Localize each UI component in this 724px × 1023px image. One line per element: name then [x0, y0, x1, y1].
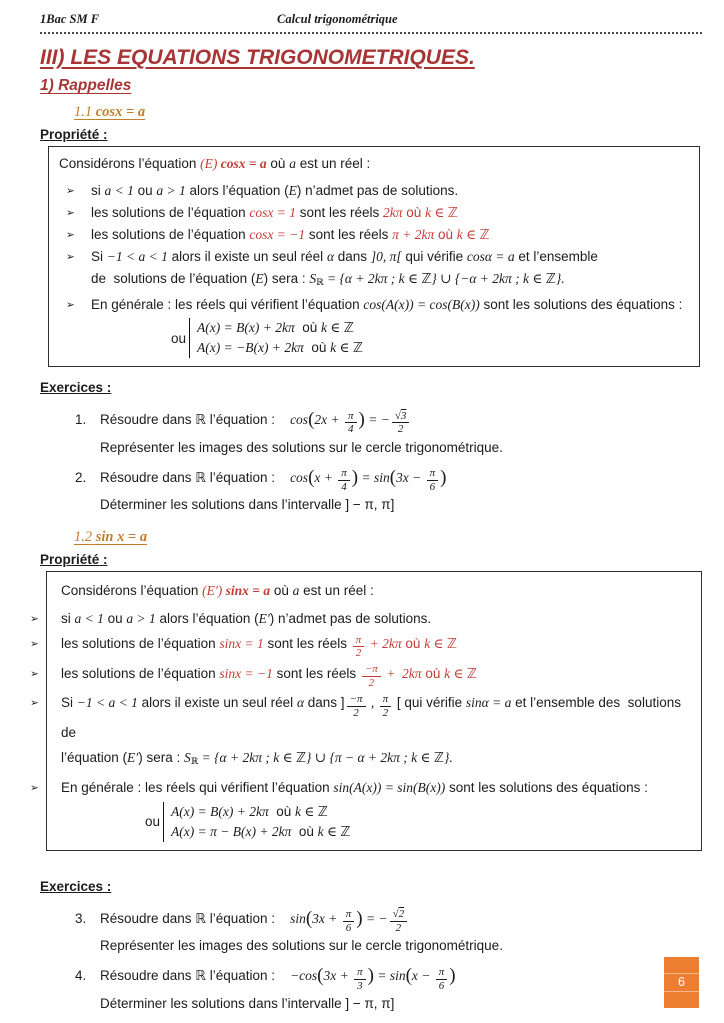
property-line	[57, 578, 691, 603]
exercices-label-1: Exercices :	[40, 380, 112, 395]
text-segment: ) sera :	[263, 271, 310, 286]
exercise-number: 3.	[75, 910, 87, 926]
text-segment: où	[266, 156, 290, 171]
system-line	[171, 822, 350, 842]
fraction: $\frac{√3}{2}$	[392, 410, 410, 437]
text-segment: 3x −	[396, 469, 425, 485]
text-segment: sinx = 1	[219, 636, 264, 652]
text-segment: où	[434, 227, 457, 242]
bullet-arrow-icon: ➢	[30, 638, 39, 651]
propriete-text: Propriété	[40, 127, 100, 142]
text-segment: a < 1	[74, 611, 104, 627]
propriete-colon: :	[99, 552, 108, 568]
text-segment: si	[91, 183, 105, 198]
text-segment: α	[296, 695, 305, 711]
text-segment: )	[367, 965, 374, 987]
section-subtitle: 1) Rappelles	[40, 77, 132, 94]
property-line	[30, 661, 691, 691]
exercise-statement	[75, 960, 724, 993]
property-line	[57, 745, 691, 775]
text-segment: où	[270, 583, 293, 599]
ou-label: ou	[145, 814, 161, 830]
fraction: $\frac{\pi}{6}$	[427, 467, 439, 494]
text-segment: = {α + 2kπ ; k ∈ ℤ} ∪ {π − α + 2kπ ; k ∈ ℤ}.	[198, 749, 453, 765]
exercise-item	[75, 960, 724, 1014]
text-segment: −cos	[290, 968, 318, 984]
text-segment: A(x) = −B(x) + 2kπ	[197, 340, 304, 355]
text-segment: ℝ	[190, 756, 199, 767]
text-segment: sont les réels	[263, 636, 351, 652]
subsection-heading-1-2	[74, 529, 147, 546]
fraction: $\frac{\pi}{6}$	[343, 908, 355, 935]
property-line	[59, 153, 689, 175]
exercise-subline: Représenter les images des solutions sur le cercle trigonométrique.	[100, 938, 503, 954]
equation-system	[171, 318, 363, 358]
fraction: $\frac{\pi}{3}$	[354, 966, 366, 993]
fraction: $\frac{\pi}{2}$	[380, 693, 392, 720]
text-segment: où	[303, 340, 331, 355]
text-segment: = sin	[358, 469, 390, 485]
text-segment: A(x) = π − B(x) + 2kπ	[171, 823, 292, 839]
bullet-arrow-icon: ➢	[66, 207, 75, 219]
text-segment: cosx = a	[220, 156, 267, 171]
text-segment: E′	[258, 611, 270, 627]
text-segment: π + 2kπ	[392, 227, 435, 242]
text-segment: = −	[364, 412, 390, 427]
bullet-arrow-icon: ➢	[30, 667, 39, 680]
text-segment: cos	[290, 412, 309, 427]
header-center-text: Calcul trigonométrique	[277, 12, 398, 26]
text-segment: cosx = 1	[249, 205, 296, 220]
text-segment: ]0, π[	[370, 249, 402, 264]
text-segment: ) sera :	[138, 749, 185, 765]
text-segment: est un réel :	[295, 156, 371, 171]
text-segment: où	[401, 636, 425, 652]
text-segment: )	[356, 907, 363, 929]
exercise-subline: Déterminer les solutions dans l’intervalle ] − π, π]	[100, 995, 395, 1011]
text-segment: qui vérifie	[401, 249, 467, 264]
text-segment: alors l’équation (	[185, 183, 289, 198]
page-title: III) LES EQUATIONS TRIGONOMETRIQUES.	[40, 46, 475, 69]
text-segment: E	[288, 183, 297, 198]
text-segment: + 2kπ	[382, 665, 422, 681]
fraction: $\frac{\pi}{6}$	[436, 966, 448, 993]
text-segment: )	[358, 409, 365, 430]
bullet-arrow-icon: ➢	[66, 299, 75, 311]
text-segment: (	[305, 907, 313, 929]
fraction: $\frac{√2}{2}$	[390, 908, 408, 935]
property-line	[59, 246, 689, 268]
text-segment: dans	[334, 249, 371, 264]
text-segment: En générale : les réels qui vérifient l’équation	[61, 779, 334, 795]
text-segment: S	[309, 271, 317, 286]
propriete-text: Propriété	[40, 552, 100, 568]
text-segment: Résoudre dans ℝ l’équation :	[100, 910, 291, 926]
text-segment: ou	[133, 183, 157, 198]
text-segment: où	[291, 823, 318, 839]
text-segment: A(x) = B(x) + 2kπ	[171, 803, 269, 819]
text-segment: ) n’admet pas de solutions.	[269, 611, 432, 627]
text-segment: où	[294, 320, 321, 335]
text-segment: et l’ensemble	[514, 249, 598, 264]
text-segment: sinx = −1	[219, 665, 273, 681]
exercise-item	[75, 462, 724, 516]
fraction: $\frac{-\pi}{2}$	[362, 663, 381, 690]
exercise-number: 2.	[75, 469, 87, 485]
text-segment: Considérons l’équation	[61, 583, 203, 599]
page-header	[40, 12, 702, 34]
exercise-statement	[75, 462, 724, 495]
text-segment: En générale : les réels qui vérifient l’équation	[91, 297, 364, 312]
fraction: $\frac{-\pi}{2}$	[347, 693, 366, 720]
text-segment: cosx = a	[95, 104, 146, 120]
text-segment: les solutions de l’équation	[91, 227, 250, 242]
text-segment: sont les solutions des équations :	[445, 779, 648, 795]
text-segment: où	[402, 205, 426, 220]
property-line	[59, 268, 689, 294]
text-segment: x +	[314, 469, 337, 485]
page-number-box	[664, 957, 699, 1008]
system-lines	[189, 318, 363, 358]
exercise-number: 4.	[75, 968, 87, 984]
text-segment: sont les réels	[272, 665, 360, 681]
text-segment: a > 1	[156, 183, 186, 198]
text-segment: alors il existe un seul réel	[167, 249, 327, 264]
text-segment: a < 1	[104, 183, 134, 198]
text-segment: = sin	[373, 968, 406, 984]
text-segment: (E)	[200, 156, 221, 171]
text-segment: sont les solutions des équations :	[479, 297, 683, 312]
text-segment: l’équation (	[61, 749, 128, 765]
text-segment: sinα = a	[465, 695, 512, 711]
text-segment: les solutions de l’équation	[61, 636, 220, 652]
text-segment: alors il existe un seul réel	[137, 695, 297, 711]
exercise-list-1	[0, 404, 724, 515]
text-segment: ou	[103, 611, 127, 627]
text-segment: 2x +	[314, 412, 343, 427]
text-segment: 1.1	[74, 104, 96, 120]
system-lines	[163, 802, 350, 842]
property-line	[59, 202, 689, 224]
text-segment: cosx = −1	[249, 227, 306, 242]
property-line	[59, 180, 689, 202]
bullet-arrow-icon: ➢	[30, 781, 39, 794]
text-segment: sinx = a	[225, 583, 271, 599]
text-segment: cosα = a	[466, 249, 515, 264]
property-line	[30, 690, 691, 745]
text-segment: ) n’admet pas de solutions.	[296, 183, 459, 198]
text-segment: cos	[290, 469, 309, 485]
text-segment: (	[308, 466, 315, 488]
exercise-number: 1.	[75, 412, 87, 427]
text-segment: Si	[61, 695, 77, 711]
bullet-arrow-icon: ➢	[66, 185, 75, 197]
text-segment: ℝ	[316, 278, 324, 288]
text-segment: 2kπ	[383, 205, 403, 220]
text-segment: cos(A(x)) = cos(B(x))	[363, 297, 480, 312]
text-segment: k ∈ ℤ	[424, 636, 457, 652]
text-segment: α	[326, 249, 335, 264]
page-box-bottom-cell	[664, 992, 699, 1008]
text-segment: les solutions de l’équation	[91, 205, 250, 220]
property-box-sin	[30, 571, 702, 851]
text-segment: A(x) = B(x) + 2kπ	[197, 320, 295, 335]
property-line	[30, 606, 691, 631]
fraction: $\frac{\pi}{4}$	[345, 410, 357, 437]
ou-label: ou	[171, 330, 187, 346]
bullet-arrow-icon: ➢	[66, 251, 75, 263]
system-line	[197, 318, 363, 338]
text-segment: + 2kπ	[366, 636, 402, 652]
exercise-subline: Déterminer les solutions dans l’intervalle ] − π, π]	[100, 497, 395, 513]
exercise-list-2	[0, 903, 724, 1014]
exercise-statement	[75, 903, 724, 936]
text-segment: k ∈ ℤ	[321, 320, 354, 335]
text-segment: (	[317, 965, 324, 987]
header-left-text: 1Bac SM F	[40, 12, 100, 26]
text-segment: a > 1	[126, 611, 156, 627]
fraction: $\frac{\pi}{2}$	[353, 634, 365, 661]
text-segment: [ qui vérifie	[393, 695, 466, 711]
property-line	[59, 224, 689, 246]
text-segment: = {α + 2kπ ; k ∈ ℤ} ∪ {−α + 2kπ ; k ∈ ℤ}.	[323, 271, 565, 286]
text-segment: ,	[367, 695, 378, 711]
bullet-arrow-icon: ➢	[30, 697, 39, 710]
system-line	[197, 338, 363, 358]
text-segment: Résoudre dans ℝ l’équation :	[100, 469, 291, 485]
system-line	[171, 802, 350, 822]
text-segment: a	[289, 156, 296, 171]
text-segment: Résoudre dans ℝ l’équation :	[100, 412, 291, 427]
text-segment: sont les réels	[305, 227, 393, 242]
property-line	[30, 775, 691, 800]
text-segment: )	[449, 965, 456, 987]
text-segment: a	[292, 583, 300, 599]
exercise-subline: Représenter les images des solutions sur le cercle trigonométrique.	[100, 439, 503, 455]
text-segment: (	[308, 409, 315, 430]
text-segment: où	[268, 803, 295, 819]
text-segment: E	[255, 271, 264, 286]
text-segment: 1.2	[74, 529, 96, 546]
text-segment: (	[389, 466, 397, 488]
text-segment: si	[61, 611, 75, 627]
text-segment: (E′)	[202, 583, 226, 599]
exercices-label-2: Exercices :	[40, 878, 112, 894]
text-segment: k ∈ ℤ	[317, 823, 351, 839]
text-segment: les solutions de l’équation	[61, 665, 220, 681]
exercise-item	[75, 404, 724, 458]
page-box-top-cell	[664, 957, 699, 973]
text-segment: = −	[362, 910, 388, 926]
text-segment: (	[405, 965, 412, 987]
exercise-item	[75, 903, 724, 957]
text-segment: où	[421, 665, 445, 681]
text-segment: 3x +	[323, 968, 353, 984]
text-segment: sin x = a	[95, 529, 148, 546]
equation-system	[145, 802, 350, 842]
text-segment: k ∈ ℤ	[330, 340, 363, 355]
text-segment: x −	[411, 968, 434, 984]
text-segment: )	[440, 466, 447, 488]
text-segment: )	[351, 466, 359, 488]
text-segment: 3x +	[312, 910, 341, 926]
property-line	[30, 631, 691, 661]
text-segment: S	[184, 749, 191, 765]
text-segment: de solutions de l’équation (	[91, 271, 256, 286]
text-segment: et l’ensemble des solutions de	[61, 695, 681, 740]
text-segment: sont les réels	[295, 205, 384, 220]
exercise-statement	[75, 404, 724, 437]
page-number: 6	[664, 973, 699, 991]
text-segment: Si	[91, 249, 107, 264]
fraction: $\frac{\pi}{4}$	[338, 467, 350, 494]
text-segment: Résoudre dans ℝ l’équation :	[100, 968, 291, 984]
text-segment: −1 < a < 1	[106, 249, 168, 264]
text-segment: k ∈ ℤ	[425, 205, 458, 220]
text-segment: E′	[127, 749, 139, 765]
text-segment: sin(A(x)) = sin(B(x))	[333, 779, 446, 795]
text-segment: k ∈ ℤ	[295, 803, 328, 819]
text-segment: alors l’équation (	[155, 611, 259, 627]
subsection-heading-1-1	[74, 104, 145, 121]
propriete-label-1	[40, 127, 724, 142]
text-segment: est un réel :	[299, 583, 374, 599]
text-segment: k ∈ ℤ	[456, 227, 490, 242]
text-segment: k ∈ ℤ	[444, 665, 477, 681]
text-segment: dans ]	[304, 695, 345, 711]
text-segment: −1 < a < 1	[76, 695, 138, 711]
bullet-arrow-icon: ➢	[30, 613, 39, 626]
bullet-arrow-icon: ➢	[66, 229, 75, 241]
property-line	[59, 294, 689, 316]
propriete-colon: :	[99, 127, 108, 142]
text-segment: sin	[290, 910, 306, 926]
propriete-label-2	[40, 552, 724, 567]
text-segment: Considérons l’équation	[59, 156, 201, 171]
property-box-cos	[48, 146, 700, 367]
